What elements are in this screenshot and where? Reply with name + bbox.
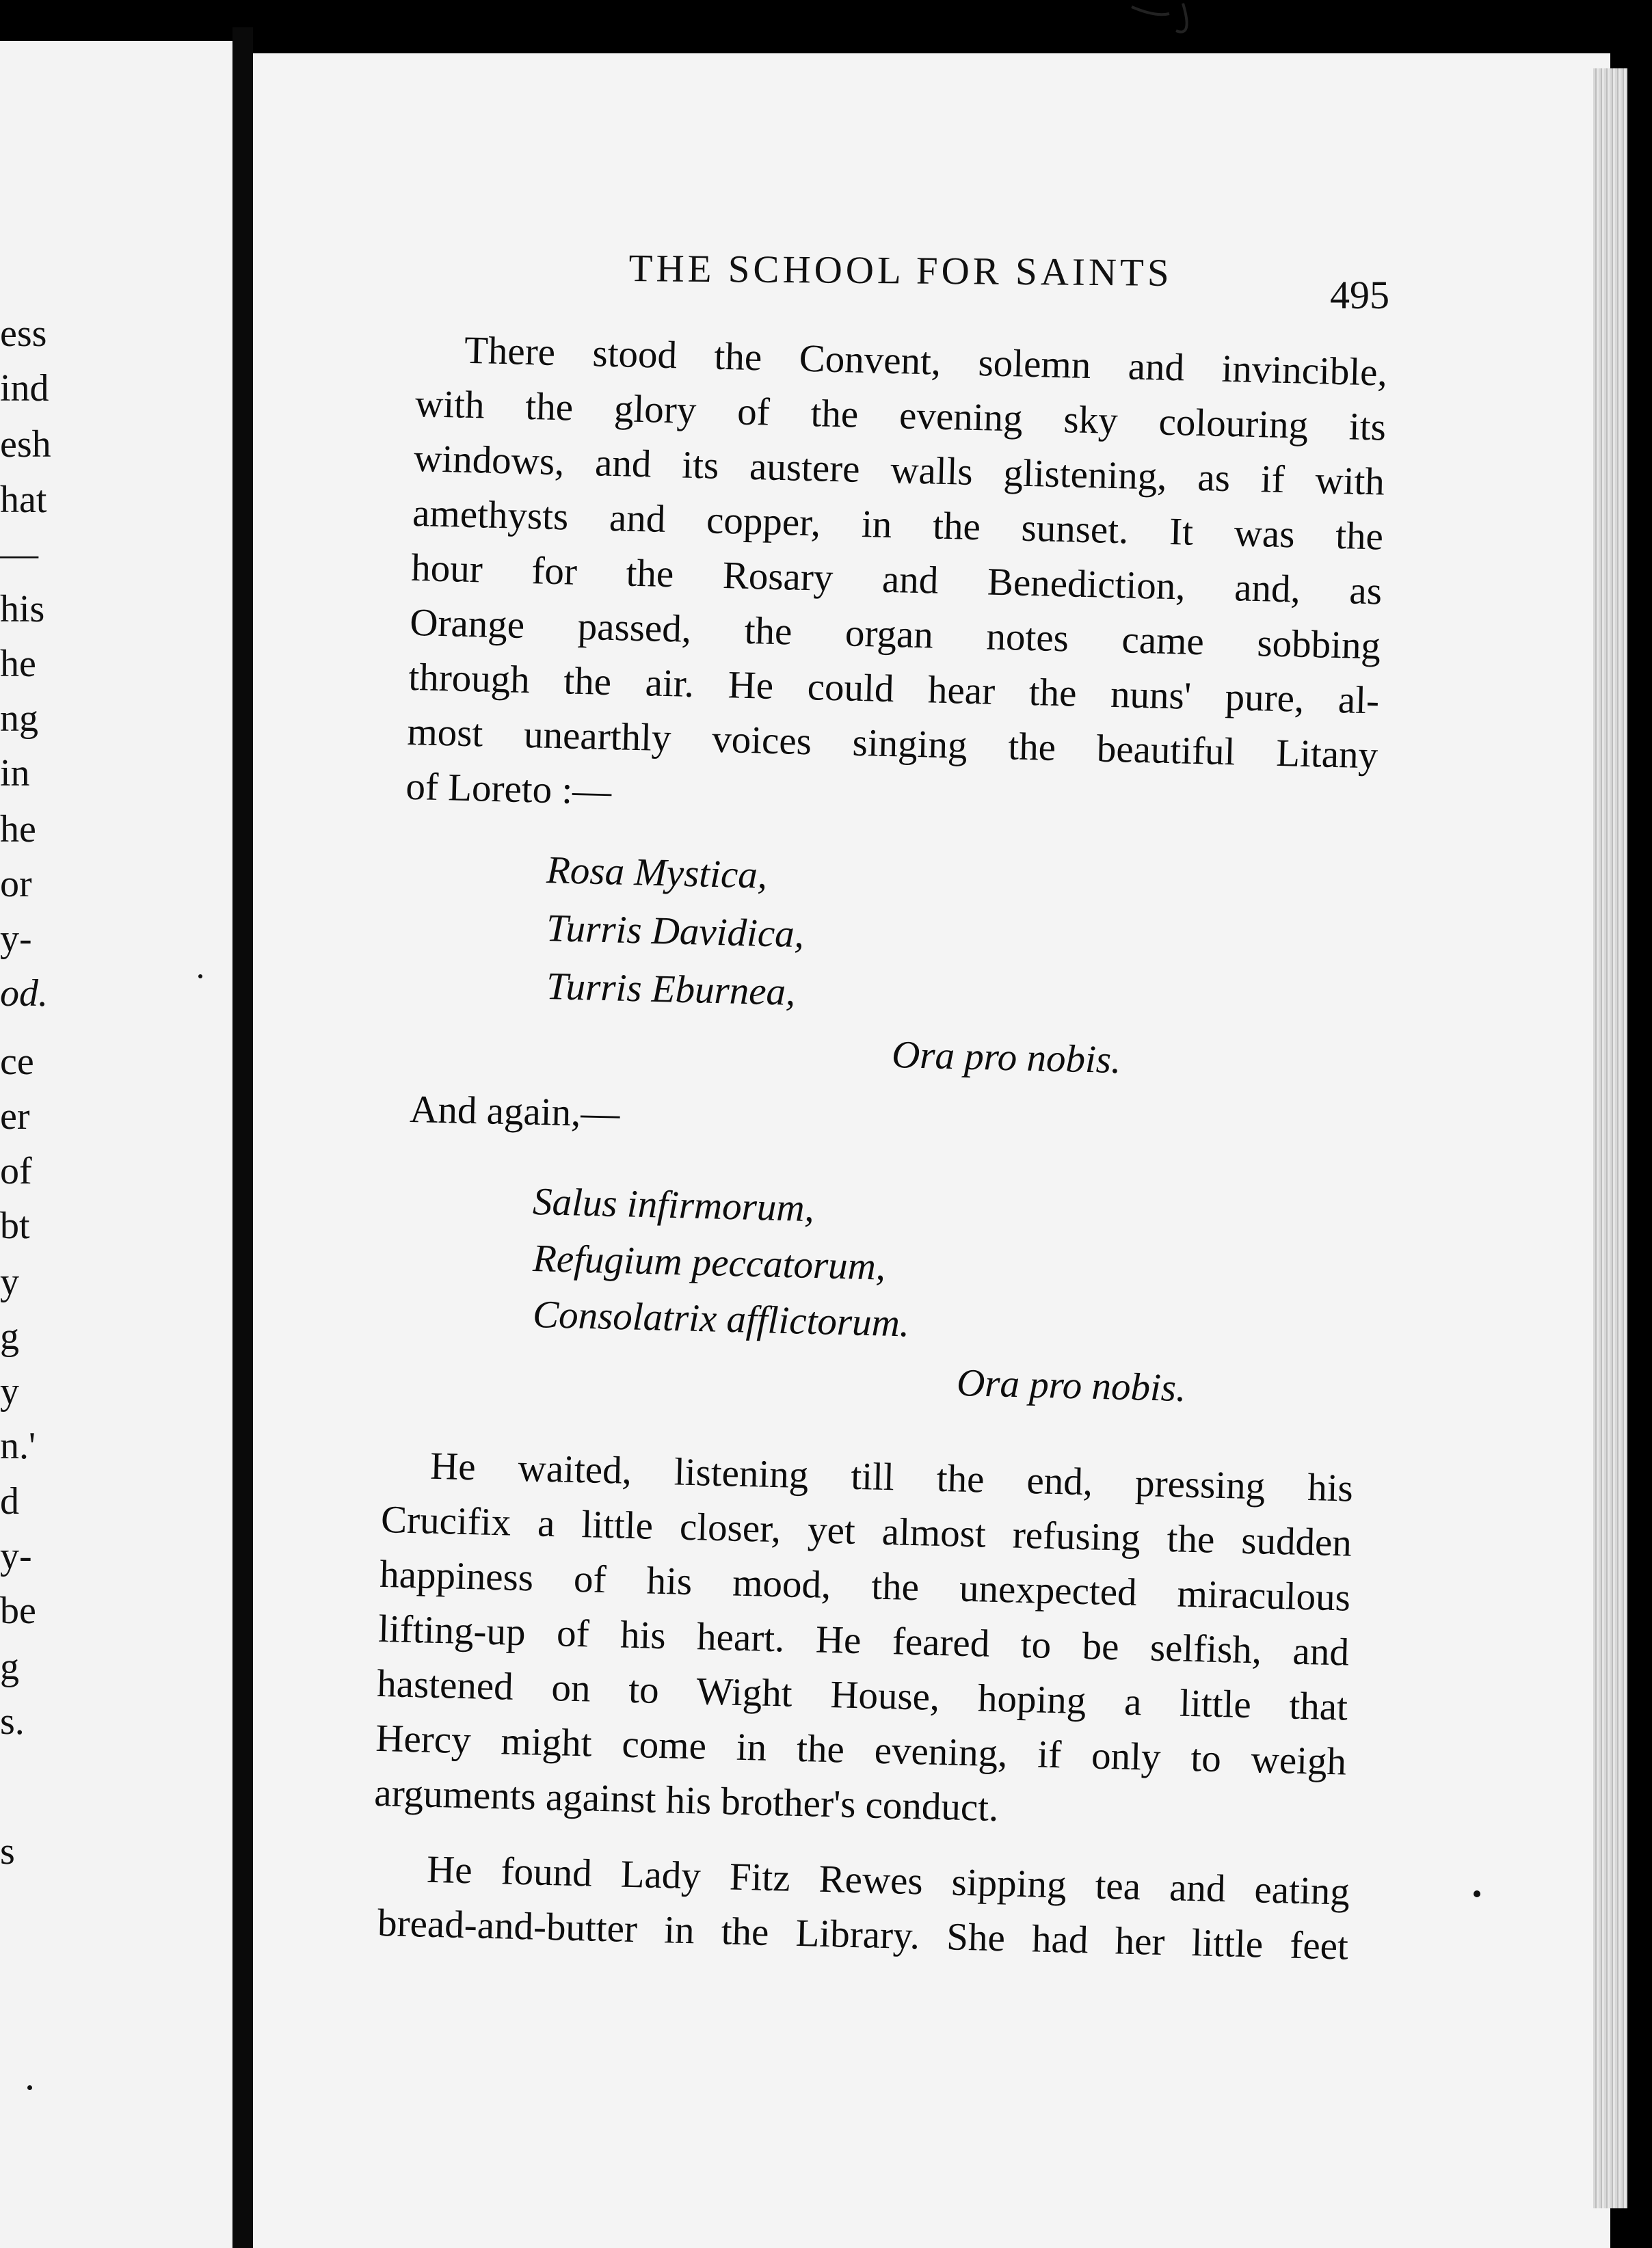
text-line: Orange passed, the organ notes came sobbing [409,600,1381,668]
litany-verse: Turris Davidica, [546,906,805,956]
left-page-fragment: g [0,1315,19,1358]
text-line: windows, and its austere walls glistening, as if with [413,436,1385,504]
text-line: Crucifix a little closer, yet almost refusing the sudden [380,1497,1353,1565]
page-edges [1593,68,1627,2208]
left-page-fragment: of [0,1150,32,1192]
left-page-fragment: od. [0,972,48,1015]
left-page-fragment: n.' [0,1425,36,1467]
left-page-fragment: ind [0,367,49,410]
left-page-fragment: y- [0,918,32,960]
litany-verse: Turris Eburnea, [546,964,797,1014]
text-line: of Loreto :— [405,764,613,814]
text-line: hastened on to Wight House, hoping a little that [376,1661,1348,1729]
transition-line: And again,— [409,1087,621,1136]
speck [27,2085,32,2090]
left-page-fragment: be [0,1590,36,1632]
left-page-fragment: hat [0,479,47,521]
left-page-fragment: bt [0,1205,30,1247]
speck [1474,1890,1480,1897]
text-line: with the glory of the evening sky colouring its [414,382,1387,449]
litany-refrain: Ora pro nobis. [891,1032,1122,1082]
text-line: amethysts and copper, in the sunset. It was the [412,491,1384,559]
text-line: through the air. He could hear the nuns' pure, al- [408,655,1380,723]
running-head: THE SCHOOL FOR SAINTS [628,246,1173,295]
text-line: Hercy might come in the evening, if only to weigh [375,1716,1347,1784]
left-page-fragment: y- [0,1535,32,1577]
left-page-fragment: or [0,863,32,905]
page-number: 495 [1330,273,1389,317]
text-line: most unearthly voices singing the beautiful Litany [406,710,1378,777]
litany-verse: Salus infirmorum, [532,1179,815,1231]
left-page-fragment: he [0,808,36,851]
litany-verse: Consolatrix afflictorum. [532,1292,910,1346]
left-page-fragment: s. [0,1700,25,1743]
left-page-fragment: s [0,1830,15,1873]
left-page-fragment: ng [0,697,38,740]
left-page-fragment: in [0,752,30,794]
left-page-fragment: — [0,533,38,575]
book-gutter [232,27,253,2248]
left-page-edge [0,41,232,2248]
text-line: arguments against his brother's conduct. [373,1771,1000,1830]
text-line: There stood the Convent, solemn and invincible, [464,328,1388,394]
text-line: happiness of his mood, the unexpected miraculous [379,1552,1351,1620]
left-page-fragment: esh [0,423,51,466]
left-page-fragment: he [0,643,36,685]
speck [198,974,202,978]
text-line: He waited, listening till the end, pressing his [429,1444,1354,1510]
text-line: bread-and-butter in the Library. She had her little feet [377,1901,1349,1968]
litany-refrain: Ora pro nobis. [956,1361,1187,1410]
left-page-fragment: ess [0,312,47,355]
text-line: lifting-up of his heart. He feared to be selfish, and [377,1607,1350,1674]
text-line: He found Lady Fitz Rewes sipping tea and eating [426,1847,1350,1914]
left-page-fragment: ce [0,1041,34,1083]
left-page-fragment: his [0,588,45,630]
left-page-fragment: d [0,1480,19,1523]
text-line: hour for the Rosary and Benediction, and, as [410,546,1383,613]
pencil-mark-icon [1128,0,1210,41]
left-page-fragment: y [0,1370,19,1413]
left-page-fragment: g [0,1646,19,1688]
litany-verse: Refugium peccatorum, [532,1236,886,1289]
litany-verse: Rosa Mystica, [546,848,768,897]
left-page-fragment: er [0,1095,30,1138]
left-page-fragment: y [0,1261,19,1303]
